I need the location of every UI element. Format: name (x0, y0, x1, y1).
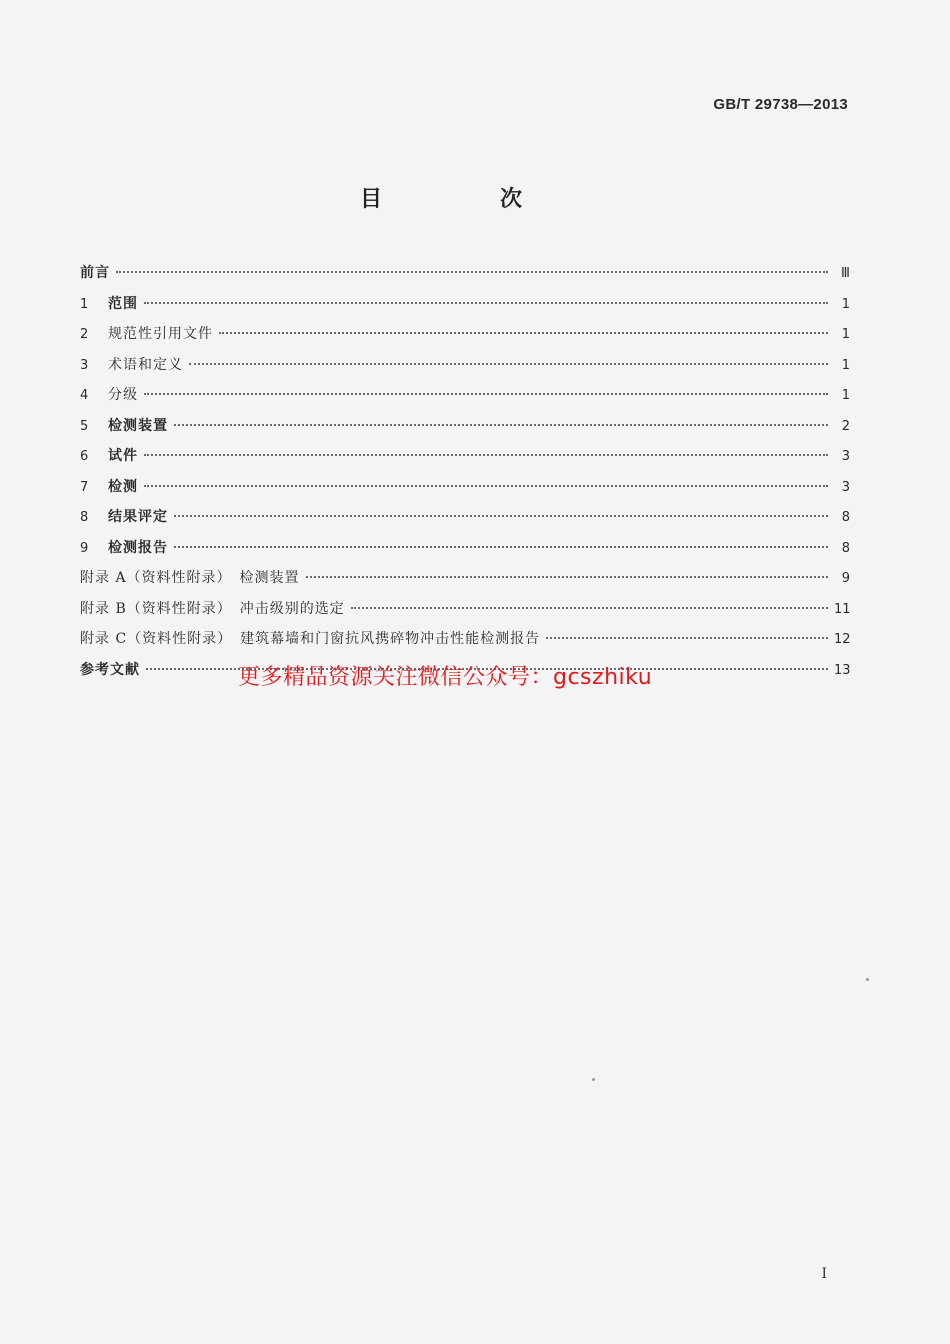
toc-entry-annex-b[interactable] (80, 598, 850, 629)
toc-entry-label: 分级 (108, 387, 138, 403)
toc-entry-number: 1 (80, 296, 89, 312)
toc-entry-test-report[interactable] (80, 537, 850, 568)
toc-entry-page: 9 (841, 571, 850, 586)
promo-watermark: 更多精品资源关注微信公众号：gcszhiku (238, 665, 653, 690)
toc-entry-scope[interactable] (80, 293, 850, 324)
dot-leader (116, 271, 828, 273)
toc-entry-normative-references[interactable] (80, 323, 850, 354)
toc-entry-label: 术语和定义 (108, 356, 183, 373)
toc-entry-label: 范围 (108, 295, 138, 312)
dot-leader (189, 363, 828, 365)
toc-entry-page: 1 (841, 327, 850, 342)
toc-entry-number: 9 (80, 540, 89, 556)
dot-leader (174, 546, 828, 548)
toc-entry-label: 附录 B（资料性附录） 冲击级别的选定 (80, 600, 345, 617)
toc-entry-label: 附录 C（资料性附录） 建筑幕墙和门窗抗风携碎物冲击性能检测报告 (80, 631, 541, 647)
dot-leader (144, 454, 828, 456)
toc-entry-test-apparatus[interactable] (80, 415, 850, 446)
toc-entry-annex-a[interactable] (80, 567, 850, 598)
toc-entry-label: 检测装置 (108, 417, 168, 434)
table-of-contents (80, 262, 850, 689)
toc-entry-page: 1 (841, 388, 850, 403)
toc-entry-page: 3 (841, 479, 850, 495)
toc-entry-testing[interactable] (80, 476, 850, 507)
toc-entry-label: 检测报告 (108, 539, 168, 556)
toc-entry-page: 8 (841, 540, 850, 556)
toc-entry-result-evaluation[interactable] (80, 506, 850, 537)
dot-leader (351, 607, 828, 609)
dot-leader (546, 637, 828, 639)
toc-entry-number: 7 (80, 479, 89, 495)
toc-entry-label: 试件 (108, 448, 138, 464)
toc-entry-page: 2 (841, 418, 850, 434)
dot-leader (144, 393, 828, 395)
dot-leader (306, 576, 828, 578)
toc-entry-page: 1 (841, 357, 850, 373)
toc-entry-label: 前言 (80, 265, 110, 281)
toc-entry-specimen[interactable] (80, 445, 850, 476)
toc-entry-label: 参考文献 (80, 661, 140, 678)
toc-entry-page: 3 (841, 449, 850, 464)
dot-leader (144, 485, 828, 487)
dot-leader (174, 515, 828, 517)
toc-entry-label: 结果评定 (108, 509, 168, 525)
page-number: I (821, 1266, 827, 1282)
toc-entry-number: 5 (80, 418, 89, 434)
scan-speck (592, 1078, 595, 1081)
standard-code: GB/T 29738—2013 (713, 96, 848, 113)
dot-leader (144, 302, 828, 304)
toc-title: 目 次 (359, 186, 570, 212)
toc-entry-number: 6 (80, 449, 89, 464)
toc-entry-number: 3 (80, 357, 89, 373)
toc-entry-page: 8 (841, 510, 850, 525)
toc-entry-classification[interactable] (80, 384, 850, 415)
toc-entry-number: 4 (80, 388, 89, 403)
scan-speck (866, 978, 869, 981)
toc-entry-page: 12 (834, 632, 851, 647)
toc-entry-label: 规范性引用文件 (108, 326, 213, 342)
toc-entry-label: 附录 A（资料性附录） 检测装置 (80, 570, 300, 586)
toc-entry-number: 8 (80, 510, 89, 525)
toc-entry-page: 1 (841, 296, 850, 312)
toc-entry-terms-definitions[interactable] (80, 354, 850, 385)
toc-entry-label: 检测 (108, 478, 138, 495)
toc-entry-page: 13 (834, 662, 851, 678)
dot-leader (219, 332, 828, 334)
toc-entry-foreword[interactable] (80, 262, 850, 293)
toc-entry-number: 2 (80, 327, 89, 342)
toc-entry-page: Ⅲ (841, 266, 850, 281)
dot-leader (174, 424, 828, 426)
toc-entry-page: 11 (834, 601, 851, 617)
toc-entry-annex-c[interactable] (80, 628, 850, 659)
